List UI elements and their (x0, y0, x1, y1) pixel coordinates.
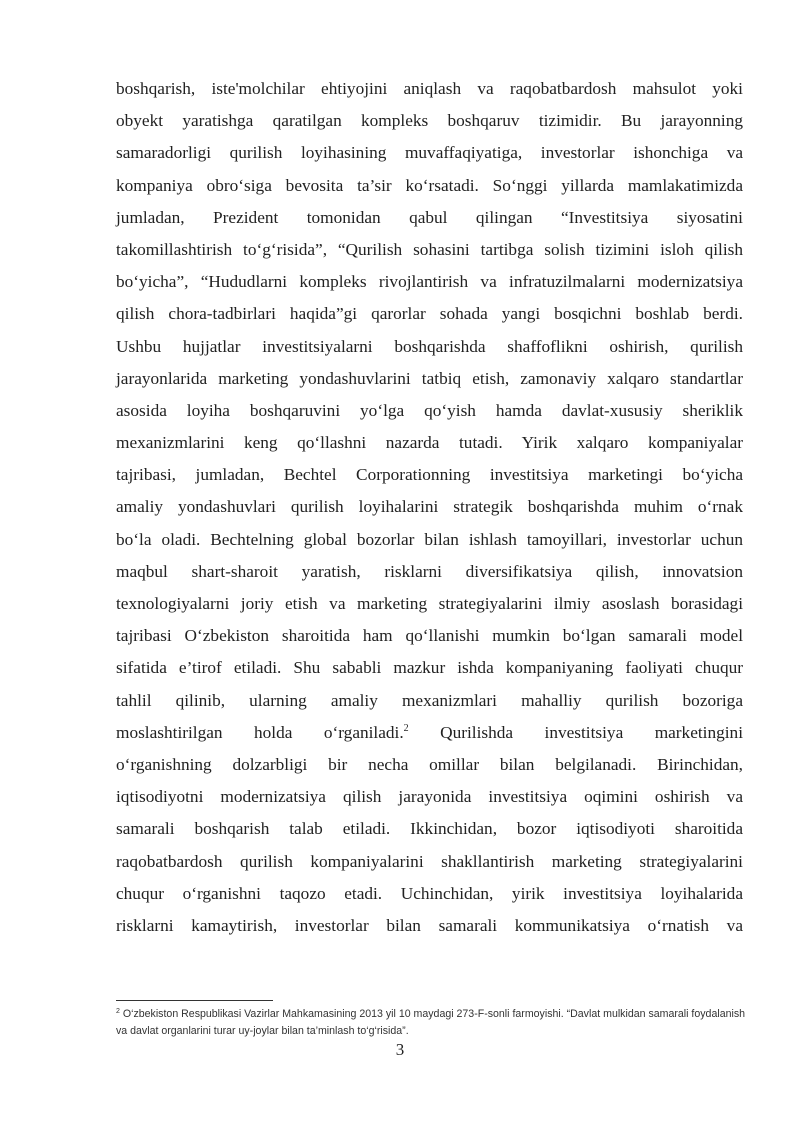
text-fragment: Qurilishda investitsiya marketingini (440, 722, 743, 742)
text-line: bo‘la oladi. Bechtelning global bozorlar bilan ishlash tamoyillari, investorlar uchun (116, 529, 743, 549)
text-line: qilish chora-tadbirlari haqida”gi qarorlar sohada yangi bosqichni boshlab berdi. (116, 304, 743, 324)
footnote (116, 1006, 746, 1040)
text-fragment: moslashtirilgan holda o‘rganiladi. (116, 722, 404, 742)
text-line: amaliy yondashuvlari qurilish loyihalarini strategik boshqarishda muhim o‘rnak (116, 497, 743, 517)
text-line: o‘rganishning dolzarbligi bir necha omillar bilan belgilanadi. Birinchidan, (116, 754, 743, 774)
footnote-text: O‘zbekiston Respublikasi Vazirlar Mahkamasining 2013 yil 10 maydagi 273-F-sonli farmoyishi. “Davlat mulkidan samarali foydalanish va davlat organlarini turar uy-joylar bilan ta’minlash to‘g‘risida”. (116, 1008, 746, 1037)
text-line: chuqur o‘rganishni taqozo etadi. Uchinchidan, yirik investitsiya loyihalarida (116, 883, 743, 903)
text-line: tahlil qilinib, ularning amaliy mexanizmlari mahalliy qurilish bozoriga (116, 690, 743, 710)
footnote-marker: 2 (116, 1008, 120, 1015)
body-text (116, 73, 743, 942)
text-line: risklarni kamaytirish, investorlar bilan samarali kommunikatsiya o‘rnatish va (116, 915, 743, 935)
text-line: jumladan, Prezident tomonidan qabul qilingan “Investitsiya siyosatini (116, 207, 743, 227)
text-line: raqobatbardosh qurilish kompaniyalarini shakllantirish marketing strategiyalarini (116, 851, 743, 871)
text-line: bo‘yicha”, “Hududlarni kompleks rivojlantirish va infratuzilmalarni modernizatsiya (116, 272, 743, 292)
text-line: tajribasi, jumladan, Bechtel Corporationning investitsiya marketingi bo‘yicha (116, 465, 743, 485)
text-line: mexanizmlarini keng qo‘llashni nazarda tutadi. Yirik xalqaro kompaniyalar (116, 433, 743, 453)
text-line: sifatida e’tirof etiladi. Shu sababli mazkur ishda kompaniyaning faoliyati chuqur (116, 658, 743, 678)
text-line: texnologiyalarni joriy etish va marketing strategiyalarini ilmiy asoslash borasidagi (116, 594, 743, 613)
footnote-separator (116, 1000, 273, 1001)
footnote-reference[interactable]: 2 (403, 722, 409, 734)
text-line: maqbul shart-sharoit yaratish, risklarni diversifikatsiya qilish, innovatsion (116, 561, 743, 581)
text-line: jarayonlarida marketing yondashuvlarini tatbiq etish, zamonaviy xalqaro standartlar (116, 368, 743, 388)
text-line-with-footnote (116, 717, 743, 749)
text-line: samarali boshqarish talab etiladi. Ikkinchidan, bozor iqtisodiyoti sharoitida (116, 819, 743, 839)
text-line: samaradorligi qurilish loyihasining muvaffaqiyatiga, investorlar ishonchiga va (116, 143, 743, 163)
page-number: 3 (395, 1040, 405, 1059)
text-line: takomillashtirish to‘g‘risida”, “Qurilish sohasini tartibga solish tizimini isloh qilish (116, 239, 743, 259)
text-line: kompaniya obro‘siga bevosita ta’sir ko‘rsatadi. So‘nggi yillarda mamlakatimizda (116, 175, 743, 195)
text-line: obyekt yaratishga qaratilgan kompleks boshqaruv tizimidir. Bu jarayonning (116, 111, 743, 131)
text-line: Ushbu hujjatlar investitsiyalarni boshqarishda shaffoflikni oshirish, qurilish (116, 336, 743, 356)
text-line: iqtisodiyotni modernizatsiya qilish jarayonida investitsiya oqimini oshirish va (116, 787, 743, 807)
text-line: asosida loyiha boshqaruvini yo‘lga qo‘yish hamda davlat-xususiy sheriklik (116, 400, 743, 420)
text-line: tajribasi O‘zbekiston sharoitida ham qo‘llanishi mumkin bo‘lgan samarali model (116, 626, 743, 646)
text-line: boshqarish, iste'molchilar ehtiyojini aniqlash va raqobatbardosh mahsulot yoki (116, 79, 743, 98)
